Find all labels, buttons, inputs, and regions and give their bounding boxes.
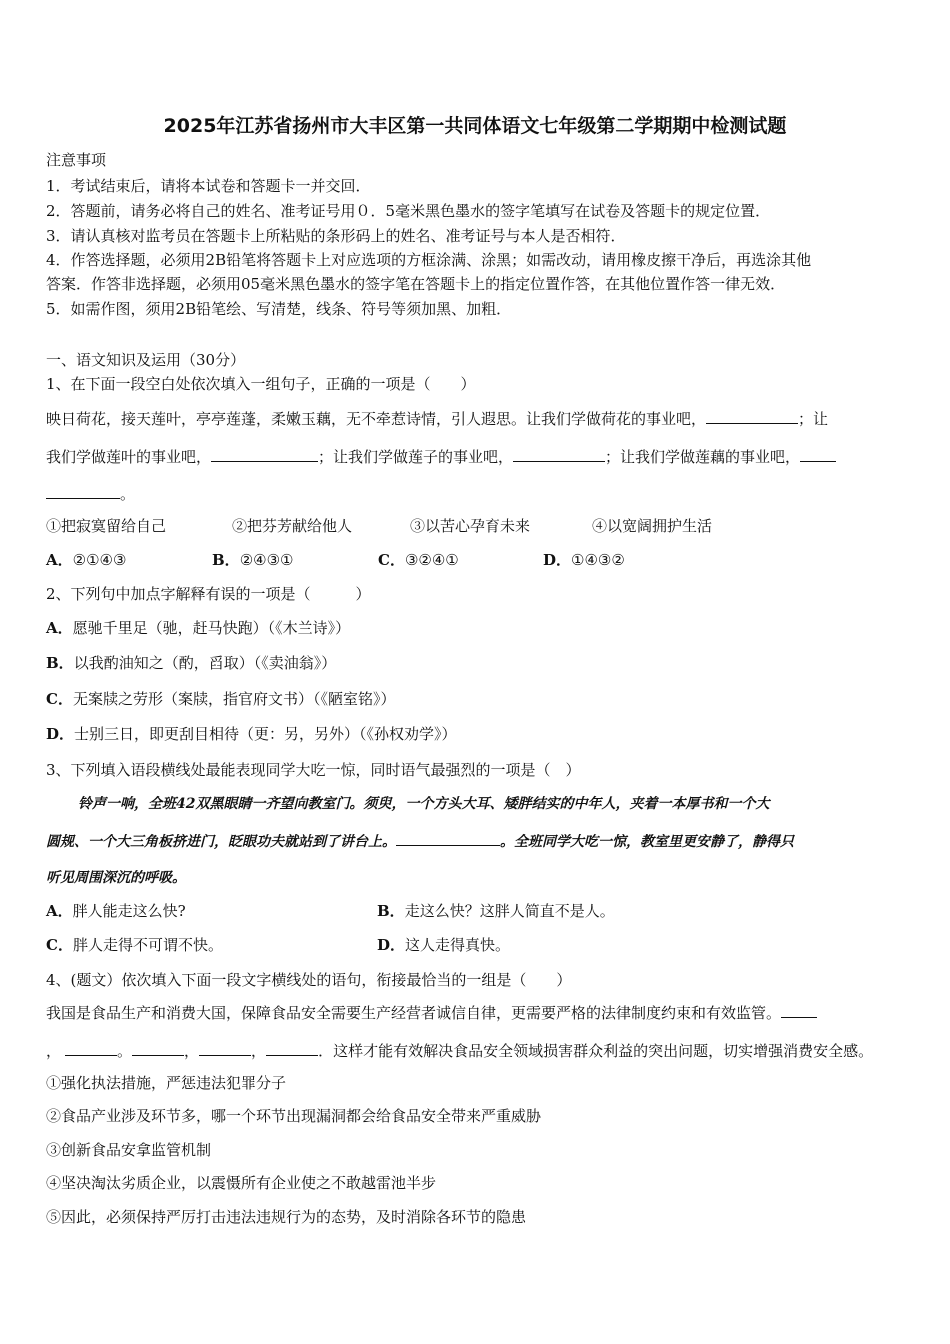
answer-blank (211, 447, 318, 462)
q1-passage-line2: 我们学做莲叶的事业吧， ；让我们学做莲子的事业吧， ；让我们学做莲藕的事业吧， (46, 447, 836, 467)
notice-item: 4．作答选择题，必须用2B铅笔将答题卡上对应选项的方框涂满、涂黑；如需改动，请用橡皮擦干净后，再选涂其他 (46, 251, 812, 269)
q3-passage-line2: 圆规、一个大三角板挤进门，眨眼功夫就站到了讲台上。 。全班同学大吃一惊，教室里更安静了，静得只 (46, 831, 794, 852)
q1-sentence: ②把芬芳献给他人 (232, 517, 353, 535)
notice-heading: 注意事项 (46, 151, 107, 169)
page-title: 2025年江苏省扬州市大丰区第一共同体语文七年级第二学期期中检测试题 (163, 115, 787, 137)
q2-option-b[interactable]: B．以我酌油知之（酌，舀取）（《卖油翁》） (46, 654, 337, 672)
q4-stem: 4、(题文）依次填入下面一段文字横线处的语句，衔接最恰当的一组是（ ） (46, 971, 572, 989)
answer-blank (800, 447, 836, 462)
answer-blank (706, 409, 798, 424)
q4-passage-line1: 我国是食品生产和消费大国，保障食品安全需要生产经营者诚信自律，更需要严格的法律制度约束和有效监管。 (46, 1003, 817, 1023)
q1-option-c[interactable]: C．③②④① (378, 551, 459, 569)
q2-option-d[interactable]: D．士别三日，即更刮目相待（更：另，另外）（《孙权劝学》） (46, 725, 457, 743)
answer-blank (46, 484, 120, 499)
notice-item: 答案．作答非选择题，必须用05毫米黑色墨水的签字笔在答题卡上的指定位置作答，在其他位置作答一律无效． (46, 275, 786, 293)
notice-item: 1．考试结束后，请将本试卷和答题卡一并交回． (46, 177, 371, 195)
q1-option-b[interactable]: B．②④③① (212, 551, 294, 569)
q1-passage-line3: 。 (46, 484, 135, 504)
q4-item: ②食品产业涉及环节多，哪一个环节出现漏洞都会给食品安全带来严重威胁 (46, 1107, 542, 1125)
q1-sentence: ①把寂寞留给自己 (46, 517, 167, 535)
q4-item: ①强化执法措施，严惩违法犯罪分子 (46, 1074, 287, 1092)
q3-option-a[interactable]: A．胖人能走这么快? (46, 902, 186, 920)
q2-option-a[interactable]: A．愿驰千里足（驰，赶马快跑）（《木兰诗》） (46, 619, 351, 637)
q3-option-d[interactable]: D．这人走得真快。 (377, 936, 511, 954)
q3-option-c[interactable]: C．胖人走得不可谓不快。 (46, 936, 223, 954)
q1-passage-line1: 映日荷花，接天莲叶，亭亭莲蓬，柔嫩玉藕，无不牵惹诗情，引人遐思。让我们学做荷花的事业吧， ；让 (46, 410, 829, 428)
answer-blank (781, 1003, 817, 1018)
q1-stem: 1、在下面一段空白处依次填入一组句子，正确的一项是（ ） (46, 375, 476, 393)
q3-option-b[interactable]: B．走这么快？这胖人简直不是人。 (377, 902, 615, 920)
q4-item: ④坚决淘汰劣质企业，以震慑所有企业使之不敢越雷池半步 (46, 1174, 437, 1192)
q2-option-c[interactable]: C．无案牍之劳形（案牍，指官府文书）（《陋室铭》） (46, 690, 396, 708)
answer-blank (513, 447, 605, 462)
answer-blank (396, 831, 500, 846)
notice-item: 2．答题前，请务必将自己的姓名、准考证号用０．5毫米黑色墨水的签字笔填写在试卷及答题卡的规定位置． (46, 202, 771, 220)
q1-option-d[interactable]: D．①④③② (543, 551, 625, 569)
q1-sentence: ④以宽阔拥护生活 (592, 517, 713, 535)
q1-option-a[interactable]: A．②①④③ (46, 551, 127, 569)
answer-blank (199, 1041, 251, 1056)
answer-blank (266, 1041, 318, 1056)
q4-passage-line2: ， 。 ， ， ．这样才能有效解决食品安全领域损害群众利益的突出问题，切实增强消费安全感。 (46, 1042, 874, 1060)
q4-item: ⑤因此，必须保持严厉打击违法违规行为的态势，及时消除各环节的隐患 (46, 1208, 527, 1226)
answer-blank (65, 1041, 117, 1056)
q3-passage-line1: 铃声一响，全班42双黑眼睛一齐望向教室门。须臾，一个方头大耳、矮胖结实的中年人，夹着一本厚书和一个大 (78, 796, 770, 812)
q2-stem: 2、下列句中加点字解释有误的一项是（ ） (46, 585, 371, 603)
q4-item: ③创新食品安拿监管机制 (46, 1141, 212, 1159)
answer-blank (132, 1041, 184, 1056)
q3-stem: 3、下列填入语段横线处最能表现同学大吃一惊，同时语气最强烈的一项是（ ） (46, 761, 581, 779)
notice-item: 3．请认真核对监考员在答题卡上所粘贴的条形码上的姓名、准考证号与本人是否相符． (46, 227, 626, 245)
notice-item: 5．如需作图，须用2B铅笔绘、写清楚，线条、符号等须加黑、加粗． (46, 300, 512, 318)
q3-passage-line3: 听见周围深沉的呼吸。 (46, 870, 186, 886)
q1-sentence: ③以苦心孕育未来 (410, 517, 531, 535)
section-heading: 一、语文知识及运用（30分） (46, 351, 246, 369)
